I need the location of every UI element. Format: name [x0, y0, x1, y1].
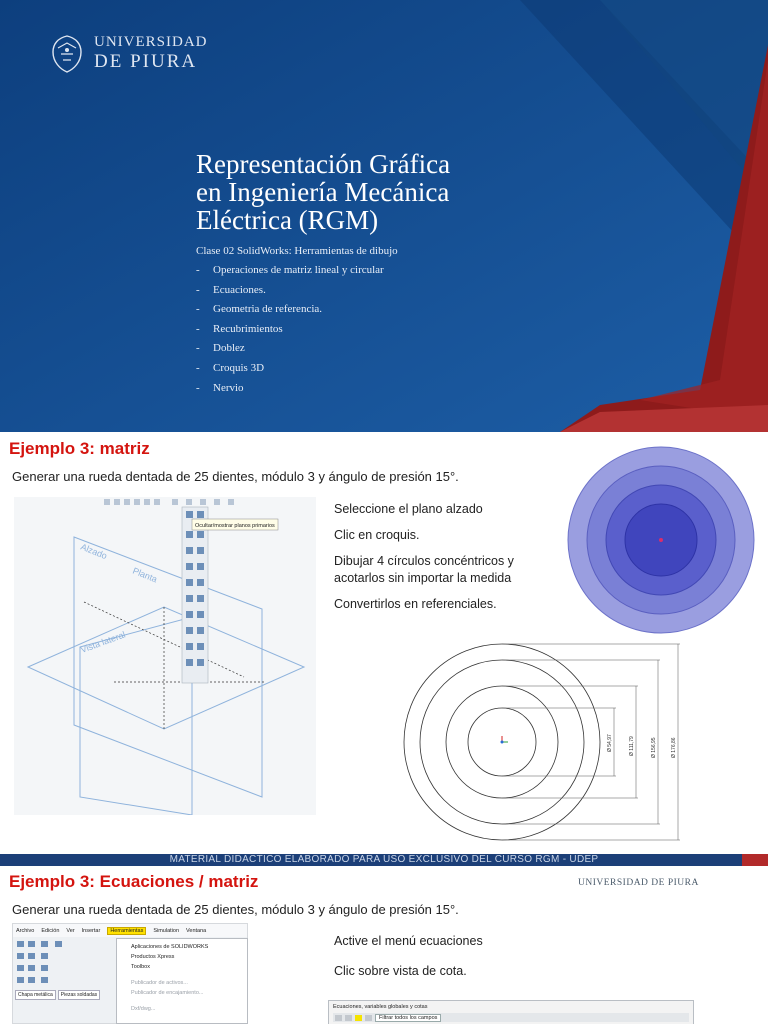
dimensioned-circles-drawing	[398, 640, 698, 855]
matriz-slide	[0, 432, 768, 864]
dimension-label: Ø 54,97	[607, 734, 613, 752]
toolbar-tooltip: Ocultar/mostrar planos primarios	[195, 523, 275, 529]
dropdown-item[interactable]: Publicador de activos...	[131, 980, 188, 986]
toolbar-button-icon[interactable]	[365, 1015, 372, 1021]
menu-archivo[interactable]: Archivo	[16, 927, 35, 934]
cover-title-line: Eléctrica (RGM)	[196, 205, 379, 235]
university-crest-icon	[50, 32, 84, 74]
menu-simulation[interactable]: Simulation	[153, 927, 180, 934]
cover-subtitle: Clase 02 SolidWorks: Herramientas de dibujo	[196, 245, 398, 257]
footer-text: MATERIAL DIDACTICO ELABORADO PARA USO EXCLUSIVO DEL CURSO RGM - UDEP	[169, 854, 599, 865]
topic-label: Doblez	[213, 342, 245, 355]
dimension-view-button-icon[interactable]	[355, 1015, 362, 1021]
dropdown-item[interactable]: Dxf/dwg...	[131, 1006, 156, 1012]
menu-herramientas[interactable]: Herramientas	[107, 927, 146, 935]
solidworks-planes-screenshot	[14, 497, 316, 815]
ecuaciones-slide	[0, 866, 768, 1024]
dropdown-item[interactable]: Productos Xpress	[131, 954, 175, 960]
topic-item: - Nervio	[196, 382, 384, 402]
step-item: Convertirlos en referenciales.	[334, 597, 497, 611]
university-logo	[50, 32, 208, 74]
solidworks-menu-screenshot	[12, 923, 248, 1024]
menu-bar	[13, 924, 247, 937]
topic-label: Operaciones de matriz lineal y circular	[213, 264, 384, 276]
cover-title-line: en Ingeniería Mecánica	[196, 177, 450, 207]
dimension-label: Ø 111,79	[629, 736, 635, 756]
topic-item: - Croquis 3D	[196, 362, 384, 382]
herramientas-dropdown	[116, 938, 248, 1024]
step-list	[334, 933, 564, 989]
step-item: Seleccione el plano alzado	[334, 502, 483, 516]
slide-intro: Generar una rueda dentada de 25 dientes, módulo 3 y ángulo de presión 15°.	[12, 902, 459, 917]
topic-label: Nervio	[213, 381, 244, 394]
dimension-label: Ø 176,86	[671, 737, 677, 758]
university-brand: UNIVERSIDAD DE PIURA	[578, 878, 699, 888]
slide-heading: Ejemplo 3: Ecuaciones / matriz	[9, 872, 259, 891]
topic-label: Ecuaciones.	[213, 283, 266, 296]
slide-intro: Generar una rueda dentada de 25 dientes, módulo 3 y ángulo de presión 15°.	[12, 469, 459, 484]
filter-field[interactable]: Filtrar todos los campos	[375, 1014, 441, 1022]
equations-dialog	[328, 1000, 694, 1024]
cover-title	[196, 150, 516, 234]
dropdown-item[interactable]: Publicador de encajamiento...	[131, 990, 204, 996]
topic-item: - Doblez	[196, 342, 384, 362]
cover-title-line: Representación Gráfica	[196, 149, 451, 179]
toolbar-button-icon[interactable]	[345, 1015, 352, 1021]
plane-label-planta: Planta	[131, 565, 159, 585]
topic-label: Recubrimientos	[213, 322, 283, 335]
step-list	[334, 501, 564, 622]
topic-label: Croquis 3D	[213, 361, 265, 374]
slide-heading: Ejemplo 3: matriz	[9, 439, 150, 458]
toolbar-button-icon[interactable]	[335, 1015, 342, 1021]
topic-item: - Operaciones de matriz lineal y circular	[196, 264, 384, 284]
footer-bar	[0, 854, 768, 866]
topic-item: - Recubrimientos	[196, 323, 384, 343]
topic-item: - Ecuaciones.	[196, 284, 384, 304]
step-item: Clic sobre vista de cota.	[334, 964, 467, 978]
plane-label-alzado: Alzado	[79, 541, 109, 562]
concentric-circles-illustration	[565, 442, 757, 638]
cover-slide	[0, 0, 768, 432]
step-item: Dibujar 4 círculos concéntricos y acotarlos sin importar la medida	[334, 554, 514, 585]
menu-ventana[interactable]: Ventana	[186, 927, 207, 934]
topic-list	[196, 264, 384, 401]
plane-label-lateral: Vista lateral	[79, 629, 127, 655]
dropdown-item[interactable]: Toolbox	[131, 964, 150, 970]
step-item: Clic en croquis.	[334, 528, 420, 542]
topic-item: - Geometria de referencia.	[196, 303, 384, 323]
university-name-line1: UNIVERSIDAD	[94, 34, 208, 50]
footer-accent	[742, 854, 768, 866]
menu-insertar[interactable]: Insertar	[81, 927, 101, 934]
step-item: Active el menú ecuaciones	[334, 934, 483, 948]
university-name-line2: DE PIURA	[94, 51, 198, 72]
dimension-label: Ø 156,95	[651, 737, 657, 758]
planes-drawing	[14, 497, 316, 815]
menu-ver[interactable]: Ver	[66, 927, 75, 934]
dialog-toolbar	[333, 1013, 689, 1022]
tab-chapa-metalica[interactable]: Chapa metálica	[15, 990, 56, 1000]
topic-label: Geometria de referencia.	[213, 303, 323, 316]
sketch-tools-icons	[15, 939, 115, 989]
dialog-title: Ecuaciones, variables globales y cotas	[333, 1004, 428, 1010]
menu-edicion[interactable]: Edición	[41, 927, 60, 934]
dropdown-item[interactable]: Aplicaciones de SOLIDWORKS	[131, 944, 209, 950]
tab-piezas-soldadas[interactable]: Piezas soldadas	[58, 990, 100, 1000]
